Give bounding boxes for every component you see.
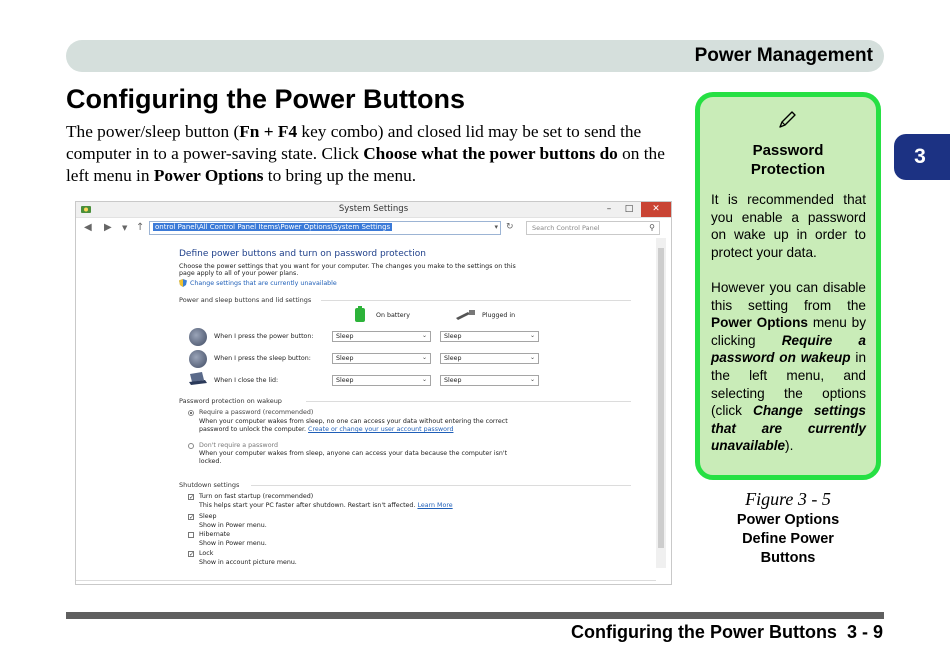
figure-title-line: Define Power: [742, 531, 834, 547]
change-settings-link[interactable]: Change settings that are currently unavailable: [190, 280, 337, 287]
note-heading-line: Password: [752, 142, 824, 159]
hibernate-desc: Show in Power menu.: [199, 540, 267, 547]
note-paragraph: [711, 279, 866, 455]
row-label-lid: When I close the lid:: [214, 377, 279, 384]
row-label-power: When I press the power button:: [214, 333, 314, 340]
system-settings-screenshot: [75, 201, 672, 585]
sleep-desc: Show in Power menu.: [199, 522, 267, 529]
up-arrow-icon[interactable]: ↑: [136, 222, 145, 233]
chevron-down-icon: ⌄: [529, 332, 535, 339]
learn-more-link[interactable]: Learn More: [417, 502, 453, 509]
fast-startup-desc-text: This helps start your PC faster after shutdown. Restart isn't affected.: [199, 502, 418, 509]
chevron-down-icon: ⌄: [529, 376, 535, 383]
laptop-lid-icon: [188, 372, 208, 386]
sleep-plugged-select[interactable]: [440, 353, 539, 364]
lock-desc: Show in account picture menu.: [199, 559, 297, 566]
minimize-button[interactable]: –: [606, 204, 612, 214]
section-divider: [251, 485, 631, 486]
close-button[interactable]: ✕: [641, 202, 671, 217]
chapter-number: 3: [914, 145, 926, 168]
create-password-link[interactable]: Create or change your user account password: [308, 426, 454, 433]
select-value: Sleep: [444, 355, 462, 362]
forward-icon[interactable]: ▶: [104, 222, 112, 233]
address-text: ontrol Panel\All Control Panel Items\Power Options\System Settings: [155, 223, 391, 231]
footer-divider: [76, 580, 656, 581]
fast-startup-label: Turn on fast startup (recommended): [199, 493, 314, 500]
section-header: Power Management: [694, 45, 873, 66]
note-text: in the left menu, and selecting the options (click: [711, 350, 867, 419]
power-plugged-select[interactable]: [440, 331, 539, 342]
chevron-down-icon[interactable]: ▼: [122, 224, 128, 232]
search-icon[interactable]: ⚲: [649, 223, 655, 232]
scrollbar-thumb[interactable]: [658, 248, 664, 548]
figure-title: [712, 511, 864, 568]
section-title-buttons: Power and sleep buttons and lid settings: [179, 296, 312, 304]
note-heading-line: Protection: [750, 161, 826, 178]
require-password-radio[interactable]: [188, 410, 194, 416]
search-input[interactable]: [526, 221, 660, 235]
footer-bar: [66, 612, 884, 619]
figure-title-line: Buttons: [760, 550, 816, 566]
lid-plugged-select[interactable]: [440, 375, 539, 386]
note-paragraph: It is recommended that you enable a password on wake up in order to protect your data.: [711, 192, 866, 260]
maximize-button[interactable]: □: [624, 204, 634, 214]
back-icon[interactable]: ◀: [84, 222, 92, 233]
note-text: ).: [785, 438, 794, 454]
select-value: Sleep: [336, 377, 354, 384]
sleep-checkbox[interactable]: ✓: [189, 514, 195, 521]
note-text: menu by clicking: [711, 315, 867, 348]
intro-key-combo: Fn + F4: [239, 122, 298, 141]
note-body: [711, 191, 866, 455]
battery-icon: [354, 306, 366, 322]
lid-battery-select[interactable]: [332, 375, 431, 386]
footer-title: Configuring the Power Buttons: [570, 622, 837, 642]
chevron-down-icon: ⌄: [421, 332, 427, 339]
pencil-icon: [777, 110, 797, 130]
lock-checkbox[interactable]: ✓: [189, 551, 195, 558]
settings-heading: Define power buttons and turn on password protection: [179, 249, 426, 259]
require-password-desc-text: password to unlock the computer.: [199, 426, 309, 433]
figure-number: Figure 3 - 5: [745, 489, 831, 509]
require-password-desc: [199, 426, 453, 433]
hibernate-checkbox[interactable]: [188, 532, 194, 538]
note-text: However you can disable this setting from the: [711, 279, 866, 313]
no-password-label: Don't require a password: [199, 442, 279, 449]
require-password-label: Require a password (recommended): [199, 409, 314, 416]
search-placeholder: Search Control Panel: [532, 224, 600, 232]
select-value: Sleep: [444, 333, 462, 340]
sleep-label: Sleep: [199, 513, 217, 520]
section-title-password: Password protection on wakeup: [179, 397, 282, 405]
intro-paragraph: [66, 121, 682, 187]
no-password-desc: When your computer wakes from sleep, anyone can access your data because the computer isn't: [199, 450, 508, 457]
chevron-down-icon: ⌄: [421, 376, 427, 383]
row-label-sleep: When I press the sleep button:: [214, 355, 311, 362]
note-emphasis: Require a password on wakeup: [711, 332, 866, 366]
select-value: Sleep: [444, 377, 462, 384]
power-button-icon: [189, 328, 207, 346]
footer: [571, 622, 883, 643]
address-dropdown-icon[interactable]: ▾: [494, 223, 498, 231]
address-field[interactable]: [149, 221, 501, 235]
note-emphasis: Power Options: [711, 315, 808, 331]
window-titlebar: [76, 202, 671, 218]
settings-content: [76, 238, 656, 585]
select-value: Sleep: [336, 355, 354, 362]
address-bar-row: [76, 218, 671, 238]
intro-text: The power/sleep button (: [66, 122, 240, 141]
fast-startup-desc: [199, 502, 453, 509]
intro-text: to bring up the menu.: [263, 166, 417, 185]
power-battery-select[interactable]: [332, 331, 431, 342]
settings-description: Choose the power settings that you want for your computer. The changes you make to the settings on this: [179, 263, 516, 270]
chapter-tab: [894, 134, 950, 180]
sleep-battery-select[interactable]: [332, 353, 431, 364]
section-divider: [321, 300, 631, 301]
fast-startup-checkbox[interactable]: ✓: [189, 494, 195, 501]
intro-text: key combo) and closed lid may be set to send the computer in to a power-saving state. Click: [66, 122, 642, 163]
require-password-desc: When your computer wakes from sleep, no one can access your data without entering the correct: [199, 418, 508, 425]
section-title-shutdown: Shutdown settings: [179, 481, 240, 489]
note-heading: [700, 141, 876, 179]
column-plugged-in: Plugged in: [482, 312, 516, 319]
figure-title-line: Power Options: [736, 512, 840, 528]
lock-label: Lock: [199, 550, 214, 557]
chevron-down-icon: ⌄: [529, 354, 535, 361]
page-title: Configuring the Power Buttons: [66, 84, 465, 114]
section-divider: [306, 401, 631, 402]
sleep-button-icon: [189, 350, 207, 368]
scrollbar[interactable]: [656, 238, 666, 568]
select-value: Sleep: [336, 333, 354, 340]
chevron-down-icon: ⌄: [421, 354, 427, 361]
intro-menu-item: Choose what the power buttons do: [363, 144, 618, 163]
intro-text: on the left menu in: [66, 144, 665, 185]
note-emphasis: Change settings that are currently unavailable: [711, 403, 866, 454]
page-number: 3 - 9: [846, 622, 883, 642]
plug-icon: [456, 308, 476, 320]
no-password-desc: locked.: [199, 458, 222, 465]
refresh-icon[interactable]: ↻: [506, 222, 514, 232]
column-on-battery: On battery: [376, 312, 410, 319]
intro-menu-name: Power Options: [153, 166, 264, 185]
settings-description: page apply to all of your power plans.: [179, 270, 299, 277]
hibernate-label: Hibernate: [199, 531, 231, 538]
window-title: System Settings: [338, 204, 409, 214]
no-password-radio[interactable]: [188, 443, 194, 449]
shield-icon: [179, 279, 187, 287]
